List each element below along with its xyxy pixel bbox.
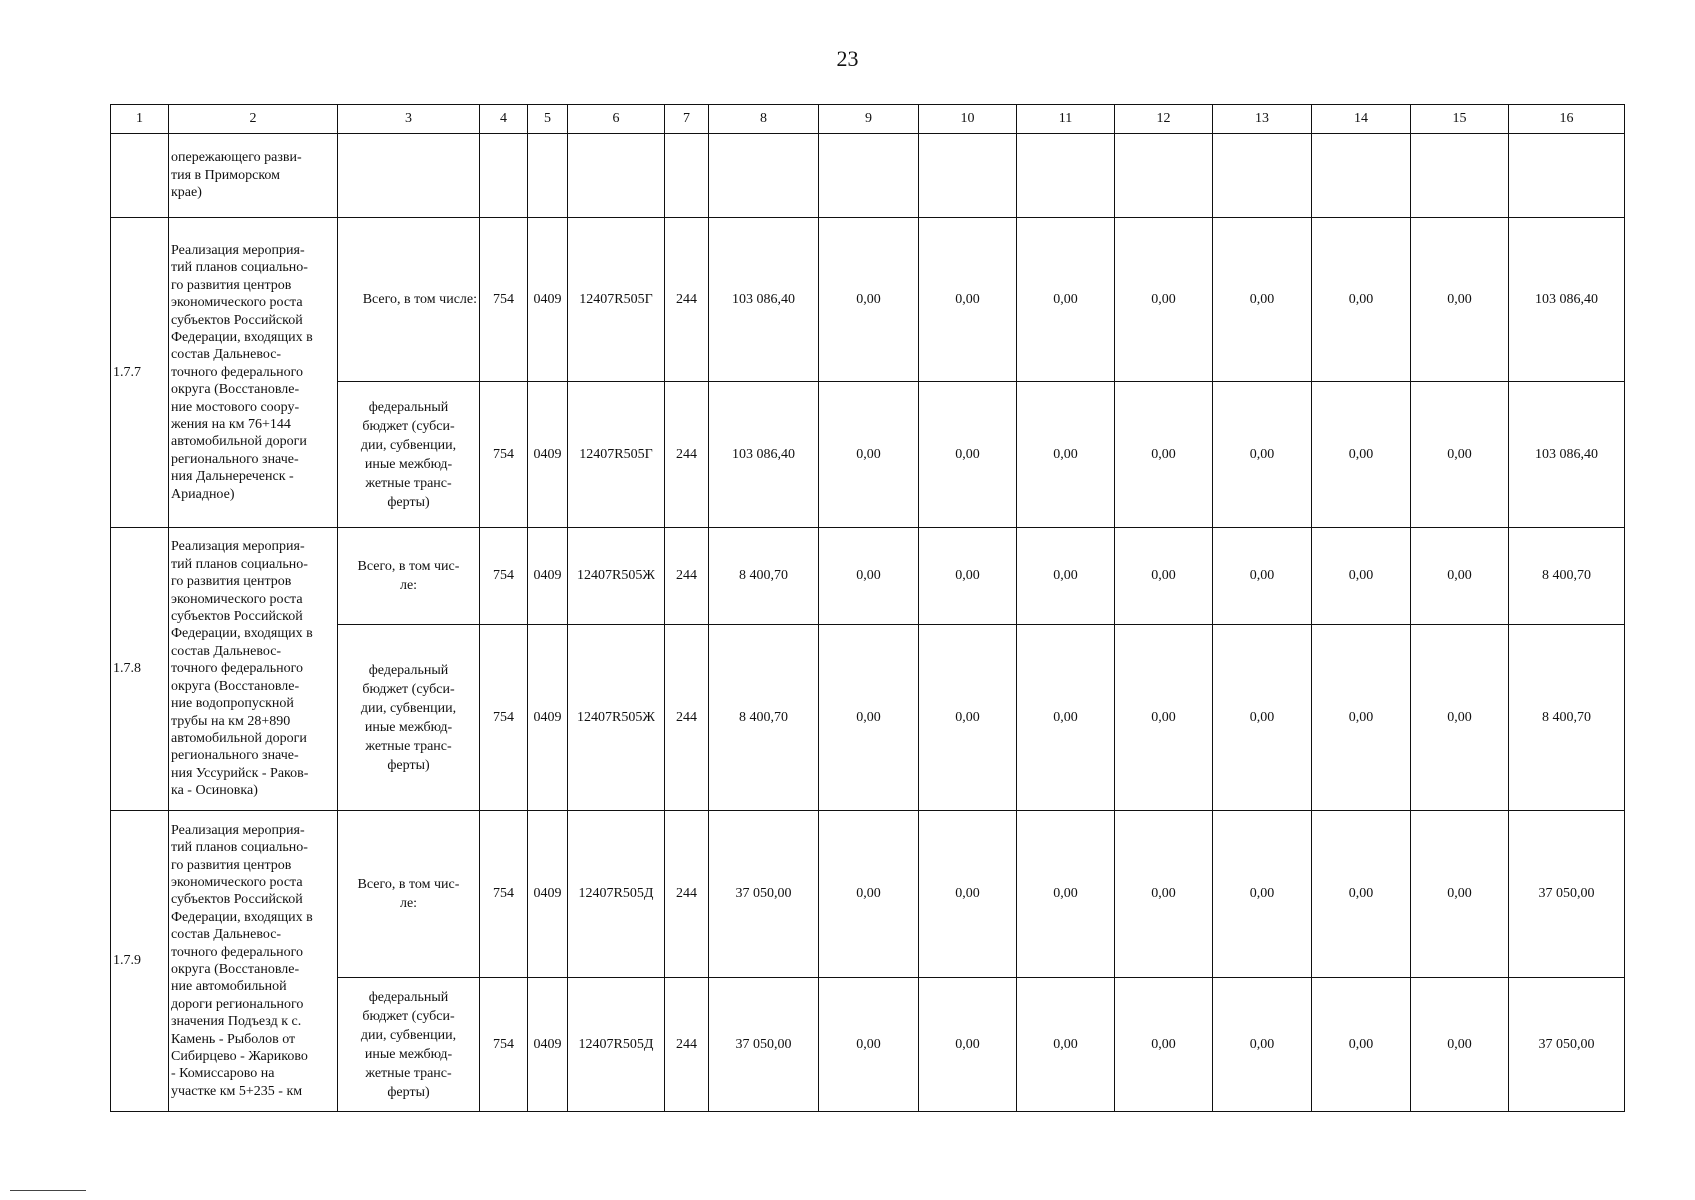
header-cell: 12 <box>1115 105 1213 134</box>
cell-c5: 0409 <box>528 528 568 625</box>
cell-c16: 37 050,00 <box>1509 811 1625 978</box>
source-cell <box>338 218 480 382</box>
cell-c15: 0,00 <box>1411 978 1509 1112</box>
cell <box>1312 134 1411 218</box>
cell-c7: 244 <box>665 978 709 1112</box>
cell-c15: 0,00 <box>1411 528 1509 625</box>
header-cell: 15 <box>1411 105 1509 134</box>
cell-c4: 754 <box>480 528 528 625</box>
header-cell: 2 <box>169 105 338 134</box>
cell-c9: 0,00 <box>819 528 919 625</box>
cell-c16: 8 400,70 <box>1509 528 1625 625</box>
item-code-cell: 1.7.8 <box>111 528 169 811</box>
table-row <box>111 811 1625 978</box>
cell-c8: 103 086,40 <box>709 218 819 382</box>
cell-c6: 12407R505Г <box>568 218 665 382</box>
item-name-cell <box>169 134 338 218</box>
cell-c8: 37 050,00 <box>709 978 819 1112</box>
cell-c12: 0,00 <box>1115 382 1213 528</box>
source-text: Всего, в том чис- ле: <box>357 559 460 593</box>
page-number: 23 <box>836 46 859 71</box>
cell-c11: 0,00 <box>1017 978 1115 1112</box>
cell-c8: 8 400,70 <box>709 625 819 811</box>
source-text: федеральный бюджет (субси- дии, субвенции, иные межбюд- жетные транс- ферты) <box>360 662 457 773</box>
cell <box>709 134 819 218</box>
header-cell: 6 <box>568 105 665 134</box>
cell-c9: 0,00 <box>819 811 919 978</box>
cell-c6: 12407R505Ж <box>568 625 665 811</box>
cell-c4: 754 <box>480 978 528 1112</box>
header-cell: 7 <box>665 105 709 134</box>
cell-c12: 0,00 <box>1115 218 1213 382</box>
cell-c10: 0,00 <box>919 218 1017 382</box>
cell-c10: 0,00 <box>919 528 1017 625</box>
cell-c7: 244 <box>665 811 709 978</box>
cell-c8: 103 086,40 <box>709 382 819 528</box>
cell-c8: 8 400,70 <box>709 528 819 625</box>
cell-c12: 0,00 <box>1115 625 1213 811</box>
cell-c11: 0,00 <box>1017 528 1115 625</box>
cell-c11: 0,00 <box>1017 811 1115 978</box>
cell <box>568 134 665 218</box>
header-cell: 10 <box>919 105 1017 134</box>
cell-c7: 244 <box>665 528 709 625</box>
cell-c16: 8 400,70 <box>1509 625 1625 811</box>
cell-c14: 0,00 <box>1312 218 1411 382</box>
source-text: Всего, в том чис- ле: <box>357 877 460 911</box>
cell-c6: 12407R505Ж <box>568 528 665 625</box>
cell-c5: 0409 <box>528 811 568 978</box>
cell-c13: 0,00 <box>1213 978 1312 1112</box>
table-row <box>111 218 1625 382</box>
cell-c15: 0,00 <box>1411 811 1509 978</box>
cell-c10: 0,00 <box>919 811 1017 978</box>
cell <box>665 134 709 218</box>
cell-c4: 754 <box>480 811 528 978</box>
cell-c14: 0,00 <box>1312 528 1411 625</box>
source-text: федеральный бюджет (субси- дии, субвенции, иные межбюд- жетные транс- ферты) <box>360 989 457 1100</box>
item-name-text: Реализация мероприя- тий планов социально- го развития центров экономического роста субъектов Российской Федерации, входящих в состав Дальневос- точного федерального округа (Восстановле- ние мостового соору- жения на км 76+144 автомобильной дороги регионального значе- ния Дальнереченск - Ариадное) <box>171 242 313 502</box>
cell-c15: 0,00 <box>1411 382 1509 528</box>
cell <box>528 134 568 218</box>
item-name-cell <box>169 528 338 811</box>
cell-c4: 754 <box>480 218 528 382</box>
cell-c11: 0,00 <box>1017 218 1115 382</box>
header-cell: 16 <box>1509 105 1625 134</box>
header-cell: 5 <box>528 105 568 134</box>
cell-c8: 37 050,00 <box>709 811 819 978</box>
item-name-cell <box>169 811 338 1112</box>
cell-c9: 0,00 <box>819 978 919 1112</box>
cell <box>919 134 1017 218</box>
cell-c14: 0,00 <box>1312 978 1411 1112</box>
item-code-cell: 1.7.7 <box>111 218 169 528</box>
source-text: Всего, в том числе: <box>362 292 477 307</box>
header-cell: 13 <box>1213 105 1312 134</box>
cell-c12: 0,00 <box>1115 811 1213 978</box>
cell-c16: 37 050,00 <box>1509 978 1625 1112</box>
item-name-cell <box>169 218 338 528</box>
cell-c12: 0,00 <box>1115 978 1213 1112</box>
cell-c7: 244 <box>665 625 709 811</box>
source-cell <box>338 978 480 1112</box>
header-cell: 1 <box>111 105 169 134</box>
header-cell: 14 <box>1312 105 1411 134</box>
source-cell <box>338 382 480 528</box>
source-text: федеральный бюджет (субси- дии, субвенции, иные межбюд- жетные транс- ферты) <box>360 399 457 510</box>
continuation-row <box>111 134 1625 218</box>
cell <box>819 134 919 218</box>
table-row <box>111 625 1625 811</box>
cell-c9: 0,00 <box>819 625 919 811</box>
cell-c13: 0,00 <box>1213 218 1312 382</box>
item-code-cell: 1.7.9 <box>111 811 169 1112</box>
budget-table <box>110 104 1625 1112</box>
cell-c6: 12407R505Д <box>568 978 665 1112</box>
header-cell: 8 <box>709 105 819 134</box>
cell-c15: 0,00 <box>1411 625 1509 811</box>
cell-c14: 0,00 <box>1312 382 1411 528</box>
header-row <box>111 105 1625 134</box>
cell-c10: 0,00 <box>919 382 1017 528</box>
cell-c5: 0409 <box>528 978 568 1112</box>
cell <box>1411 134 1509 218</box>
item-name-text: Реализация мероприя- тий планов социально- го развития центров экономического роста субъектов Российской Федерации, входящих в состав Дальневос- точного федерального округа (Восстановле- ние водопропускной трубы на км 28+890 автомобильной дороги регионального значе- ния Уссурийск - Раков- ка - Осиновка) <box>171 539 313 799</box>
footnote-divider <box>10 1190 86 1191</box>
table-row <box>111 528 1625 625</box>
item-name-text: опережающего разви- тия в Приморском крае) <box>171 150 302 201</box>
source-cell <box>338 625 480 811</box>
cell-c9: 0,00 <box>819 218 919 382</box>
cell-c7: 244 <box>665 382 709 528</box>
cell <box>1509 134 1625 218</box>
table-row <box>111 978 1625 1112</box>
cell <box>480 134 528 218</box>
cell-c14: 0,00 <box>1312 811 1411 978</box>
item-name-text: Реализация мероприя- тий планов социально- го развития центров экономического роста субъектов Российской Федерации, входящих в состав Дальневос- точного федерального округа (Восстановле- ние автомобильной дороги регионального значения Подъезд к с. Камень - Рыболов от Сибирцево - Жариково - Комиссарово на участке км 5+235 - км <box>171 822 313 1099</box>
source-cell <box>338 528 480 625</box>
cell-c13: 0,00 <box>1213 528 1312 625</box>
cell <box>1017 134 1115 218</box>
cell <box>1115 134 1213 218</box>
cell-c16: 103 086,40 <box>1509 382 1625 528</box>
cell-c4: 754 <box>480 382 528 528</box>
cell-c5: 0409 <box>528 218 568 382</box>
cell-c4: 754 <box>480 625 528 811</box>
cell-c11: 0,00 <box>1017 382 1115 528</box>
source-cell <box>338 811 480 978</box>
cell-c10: 0,00 <box>919 978 1017 1112</box>
cell-c5: 0409 <box>528 625 568 811</box>
item-code-cell <box>111 134 169 218</box>
cell-c12: 0,00 <box>1115 528 1213 625</box>
cell-c11: 0,00 <box>1017 625 1115 811</box>
cell <box>1213 134 1312 218</box>
header-cell: 11 <box>1017 105 1115 134</box>
cell-c14: 0,00 <box>1312 625 1411 811</box>
cell <box>338 134 480 218</box>
header-cell: 9 <box>819 105 919 134</box>
cell-c16: 103 086,40 <box>1509 218 1625 382</box>
cell-c6: 12407R505Г <box>568 382 665 528</box>
cell-c13: 0,00 <box>1213 382 1312 528</box>
header-cell: 3 <box>338 105 480 134</box>
cell-c13: 0,00 <box>1213 625 1312 811</box>
header-cell: 4 <box>480 105 528 134</box>
cell-c6: 12407R505Д <box>568 811 665 978</box>
cell-c9: 0,00 <box>819 382 919 528</box>
cell-c13: 0,00 <box>1213 811 1312 978</box>
cell-c10: 0,00 <box>919 625 1017 811</box>
cell-c5: 0409 <box>528 382 568 528</box>
cell-c15: 0,00 <box>1411 218 1509 382</box>
table-row <box>111 382 1625 528</box>
cell-c7: 244 <box>665 218 709 382</box>
